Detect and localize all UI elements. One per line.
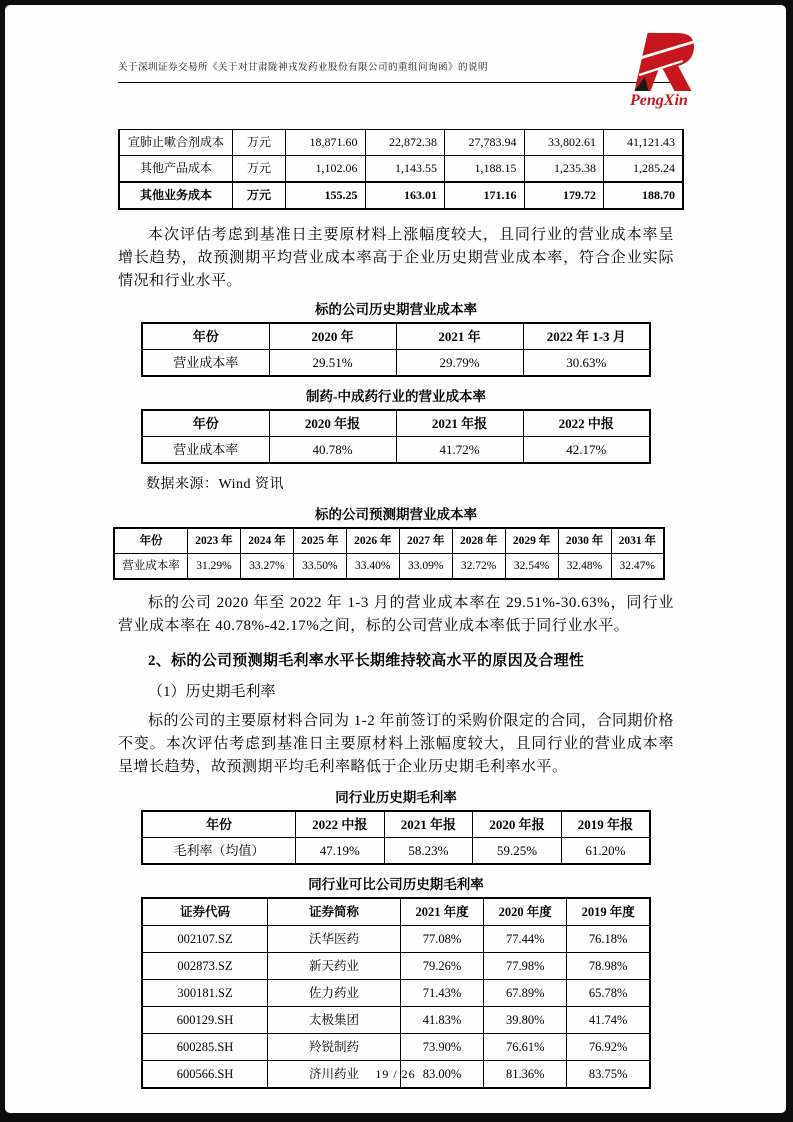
document-header-title: 关于深圳证券交易所《关于对甘肃陇神戎发药业股份有限公司的重组问询函》的说明 xyxy=(118,59,674,83)
column-header: 2022 中报 xyxy=(523,410,650,437)
table-cell: 71.43% xyxy=(401,980,484,1007)
column-header: 2028 年 xyxy=(452,528,505,554)
table-title-industry-gross-margin: 同行业历史期毛利率 xyxy=(335,790,457,805)
table-cell: 29.79% xyxy=(396,350,523,377)
table-cell: 77.44% xyxy=(484,926,567,953)
column-header: 2020 年 xyxy=(269,323,396,350)
column-header: 2027 年 xyxy=(399,528,452,554)
column-header: 2024 年 xyxy=(240,528,293,554)
table-cell: 65.78% xyxy=(567,980,650,1007)
table-cell: 32.54% xyxy=(505,554,558,580)
column-header: 证券简称 xyxy=(268,898,401,926)
company-logo xyxy=(628,29,704,111)
table-cell: 179.72 xyxy=(524,182,604,209)
column-header: 2023 年 xyxy=(188,528,241,554)
table-cell: 59.25% xyxy=(473,838,562,865)
logo-wordmark: PengXin xyxy=(630,92,688,109)
table-header-row xyxy=(142,323,650,350)
column-header: 年份 xyxy=(142,410,269,437)
table-cell: 42.17% xyxy=(523,437,650,464)
column-header: 年份 xyxy=(114,528,188,554)
industry-cost-rate-table xyxy=(141,409,651,464)
table-cell: 41,121.43 xyxy=(604,130,684,156)
column-header: 2020 年报 xyxy=(473,811,562,838)
table-cell: 33.50% xyxy=(293,554,346,580)
sub-heading-historical-gross-margin: （1）历史期毛利率 xyxy=(148,684,276,700)
table-cell: 33,802.61 xyxy=(524,130,604,156)
table-cell: 41.74% xyxy=(567,1007,650,1034)
table-cell: 41.83% xyxy=(401,1007,484,1034)
table-header-row xyxy=(142,410,650,437)
table-row xyxy=(119,182,683,209)
table-cell: 77.98% xyxy=(484,953,567,980)
column-header: 2021 年度 xyxy=(401,898,484,926)
table-cell: 600129.SH xyxy=(142,1007,268,1034)
table-cell: 27,783.94 xyxy=(445,130,525,156)
table-cell: 29.51% xyxy=(269,350,396,377)
table-cell: 万元 xyxy=(233,182,286,209)
table-header-row xyxy=(142,811,650,838)
table-cell: 33.27% xyxy=(240,554,293,580)
table-cell: 济川药业 xyxy=(268,1061,401,1089)
table-cell: 41.72% xyxy=(396,437,523,464)
table-cell: 33.40% xyxy=(346,554,399,580)
comparable-companies-table xyxy=(141,897,651,1089)
column-header: 2019 年度 xyxy=(567,898,650,926)
column-header: 2020 年度 xyxy=(484,898,567,926)
column-header: 年份 xyxy=(142,811,296,838)
table-cell: 万元 xyxy=(233,156,286,183)
table-cell: 67.89% xyxy=(484,980,567,1007)
table-cell: 太极集团 xyxy=(268,1007,401,1034)
cost-continuation-table xyxy=(118,129,684,210)
table-cell: 毛利率（均值） xyxy=(142,838,296,865)
table-cell: 32.47% xyxy=(611,554,664,580)
table-cell: 新天药业 xyxy=(268,953,401,980)
section-heading-2: 2、标的公司预测期毛利率水平长期维持较高水平的原因及合理性 xyxy=(148,653,585,669)
table-row xyxy=(142,437,650,464)
column-header: 2021 年报 xyxy=(384,811,473,838)
table-cell: 77.08% xyxy=(401,926,484,953)
table-cell: 73.90% xyxy=(401,1034,484,1061)
table-cell: 76.18% xyxy=(567,926,650,953)
table-cell: 沃华医药 xyxy=(268,926,401,953)
paragraph-cost-rate-analysis: 本次评估考虑到基准日主要原材料上涨幅度较大，且同行业的营业成本率呈增长趋势，故预测期平均营业成本率高于企业历史期营业成本率，符合企业实际情况和行业水平。 xyxy=(118,227,674,289)
document-page xyxy=(5,5,786,1113)
table-cell: 76.92% xyxy=(567,1034,650,1061)
table-cell: 171.16 xyxy=(445,182,525,209)
column-header: 证券代码 xyxy=(142,898,268,926)
industry-gross-margin-table xyxy=(141,810,651,865)
table-row xyxy=(142,1034,650,1061)
table-cell: 1,102.06 xyxy=(286,156,366,183)
table-cell: 83.75% xyxy=(567,1061,650,1089)
table-header-row xyxy=(114,528,664,554)
table-row xyxy=(142,980,650,1007)
table-cell: 39.80% xyxy=(484,1007,567,1034)
table-cell: 羚锐制药 xyxy=(268,1034,401,1061)
table-cell: 31.29% xyxy=(188,554,241,580)
column-header: 2029 年 xyxy=(505,528,558,554)
table-cell: 营业成本率 xyxy=(114,554,188,580)
table-cell: 营业成本率 xyxy=(142,437,269,464)
table-cell: 81.36% xyxy=(484,1061,567,1089)
table-row xyxy=(142,350,650,377)
table-cell: 002873.SZ xyxy=(142,953,268,980)
historical-cost-rate-table xyxy=(141,322,651,377)
table-cell: 79.26% xyxy=(401,953,484,980)
table-cell: 30.63% xyxy=(523,350,650,377)
table-cell: 22,872.38 xyxy=(365,130,445,156)
table-title-comparable-gross-margin: 同行业可比公司历史期毛利率 xyxy=(308,877,484,892)
table-cell: 600566.SH xyxy=(142,1061,268,1089)
table-cell: 佐力药业 xyxy=(268,980,401,1007)
table-header-row xyxy=(142,898,650,926)
column-header: 2021 年 xyxy=(396,323,523,350)
table-cell: 万元 xyxy=(233,130,286,156)
table-cell: 1,188.15 xyxy=(445,156,525,183)
table-cell: 1,143.55 xyxy=(365,156,445,183)
table-cell: 33.09% xyxy=(399,554,452,580)
table-row xyxy=(142,838,650,865)
table-cell: 155.25 xyxy=(286,182,366,209)
table-cell: 32.72% xyxy=(452,554,505,580)
table-title-historical-cost-rate: 标的公司历史期营业成本率 xyxy=(315,302,477,317)
table-row xyxy=(142,1007,650,1034)
table-cell: 188.70 xyxy=(604,182,684,209)
column-header: 2026 年 xyxy=(346,528,399,554)
table-cell: 宣肺止嗽合剂成本 xyxy=(119,130,233,156)
pengxin-logo-icon xyxy=(628,29,704,111)
table-cell: 其他产品成本 xyxy=(119,156,233,183)
table-cell: 83.00% xyxy=(401,1061,484,1089)
table-cell: 300181.SZ xyxy=(142,980,268,1007)
table-cell: 47.19% xyxy=(296,838,385,865)
table-row xyxy=(119,130,683,156)
column-header: 2022 年 1-3 月 xyxy=(523,323,650,350)
paragraph-cost-rate-comparison: 标的公司 2020 年至 2022 年 1-3 月的营业成本率在 29.51%-30.63%，同行业营业成本率在 40.78%-42.17%之间，标的公司营业成本率低于同行业水平。 xyxy=(118,595,674,634)
column-header: 2021 年报 xyxy=(396,410,523,437)
forecast-cost-rate-table xyxy=(113,527,665,580)
table-row xyxy=(142,926,650,953)
table-cell: 其他业务成本 xyxy=(119,182,233,209)
table-row xyxy=(142,953,650,980)
column-header: 2030 年 xyxy=(558,528,611,554)
column-header: 2022 中报 xyxy=(296,811,385,838)
table-cell: 18,871.60 xyxy=(286,130,366,156)
table-cell: 163.01 xyxy=(365,182,445,209)
column-header: 2019 年报 xyxy=(561,811,650,838)
table-cell: 61.20% xyxy=(561,838,650,865)
table-title-forecast-cost-rate: 标的公司预测期营业成本率 xyxy=(315,507,477,522)
table-cell: 1,285.24 xyxy=(604,156,684,183)
paragraph-raw-material-contracts: 标的公司的主要原材料合同为 1-2 年前签订的采购价限定的合同，合同期价格不变。本次评估考虑到基准日主要原材料上涨幅度较大，且同行业的营业成本率呈增长趋势，故预测期平均毛利率略低于企业历史期毛利率水平。 xyxy=(118,713,674,775)
column-header: 2025 年 xyxy=(293,528,346,554)
column-header: 年份 xyxy=(142,323,269,350)
table-row xyxy=(114,554,664,580)
table-cell: 40.78% xyxy=(269,437,396,464)
table-cell: 58.23% xyxy=(384,838,473,865)
table-title-industry-cost-rate: 制药-中成药行业的营业成本率 xyxy=(306,389,486,404)
data-source-note: 数据来源：Wind 资讯 xyxy=(146,477,285,492)
table-cell: 32.48% xyxy=(558,554,611,580)
page-number: 19 / 26 xyxy=(375,1067,416,1081)
table-cell: 600285.SH xyxy=(142,1034,268,1061)
table-cell: 002107.SZ xyxy=(142,926,268,953)
table-cell: 78.98% xyxy=(567,953,650,980)
column-header: 2020 年报 xyxy=(269,410,396,437)
table-row xyxy=(119,156,683,183)
table-cell: 76.61% xyxy=(484,1034,567,1061)
page-content xyxy=(5,5,786,1089)
table-cell: 1,235.38 xyxy=(524,156,604,183)
column-header: 2031 年 xyxy=(611,528,664,554)
table-cell: 营业成本率 xyxy=(142,350,269,377)
